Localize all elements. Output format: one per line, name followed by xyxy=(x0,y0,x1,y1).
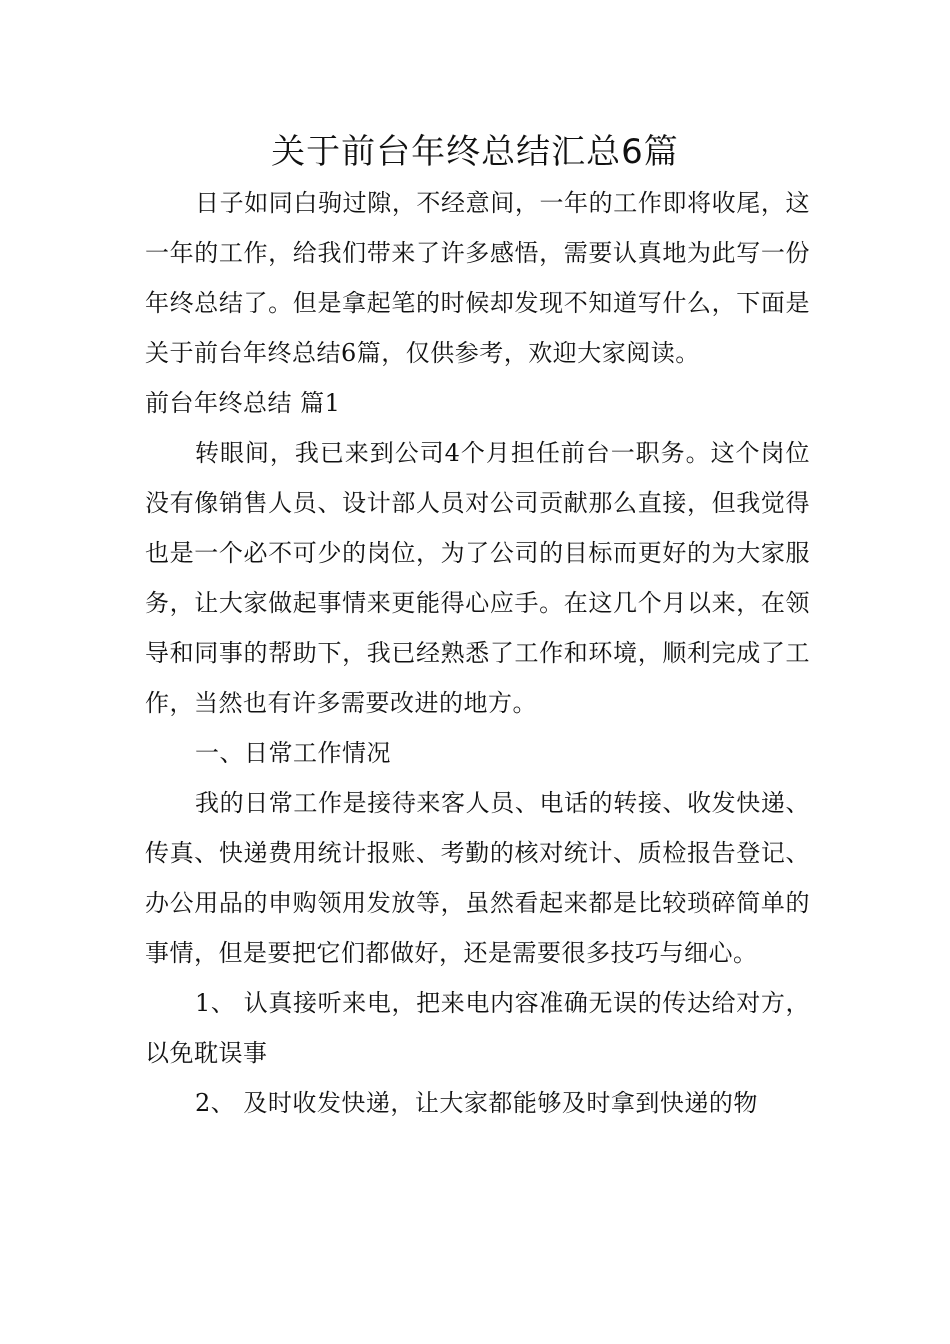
list-item: 2、 及时收发快递，让大家都能够及时拿到快递的物 xyxy=(195,1089,758,1117)
body-paragraph: 我的日常工作是接待来客人员、电话的转接、收发快递、传真、快递费用统计报账、考勤的核对统计、质检报告登记、办公用品的申购领用发放等，虽然看起来都是比较琐碎简单的事情，但是要把它们都做好，还是需要很多技巧与细心。 xyxy=(145,789,810,967)
document-title: 关于前台年终总结汇总6篇 xyxy=(271,132,679,172)
list-item: 1、 认真接听来电，把来电内容准确无误的传达给对方，以免耽误事 xyxy=(145,989,810,1067)
subsection-heading: 一、日常工作情况 xyxy=(195,739,391,767)
document-body xyxy=(145,178,810,1128)
intro-paragraph: 日子如同白驹过隙，不经意间，一年的工作即将收尾，这一年的工作，给我们带来了许多感悟，需要认真地为此写一份年终总结了。但是拿起笔的时候却发现不知道写什么，下面是关于前台年终总结6篇，仅供参考，欢迎大家阅读。 xyxy=(145,189,810,367)
section-heading: 前台年终总结 篇1 xyxy=(145,389,341,417)
body-paragraph: 转眼间，我已来到公司4个月担任前台一职务。这个岗位没有像销售人员、设计部人员对公司贡献那么直接，但我觉得也是一个必不可少的岗位，为了公司的目标而更好的为大家服务，让大家做起事情来更能得心应手。在这几个月以来，在领导和同事的帮助下，我已经熟悉了工作和环境，顺利完成了工作，当然也有许多需要改进的地方。 xyxy=(145,439,810,717)
